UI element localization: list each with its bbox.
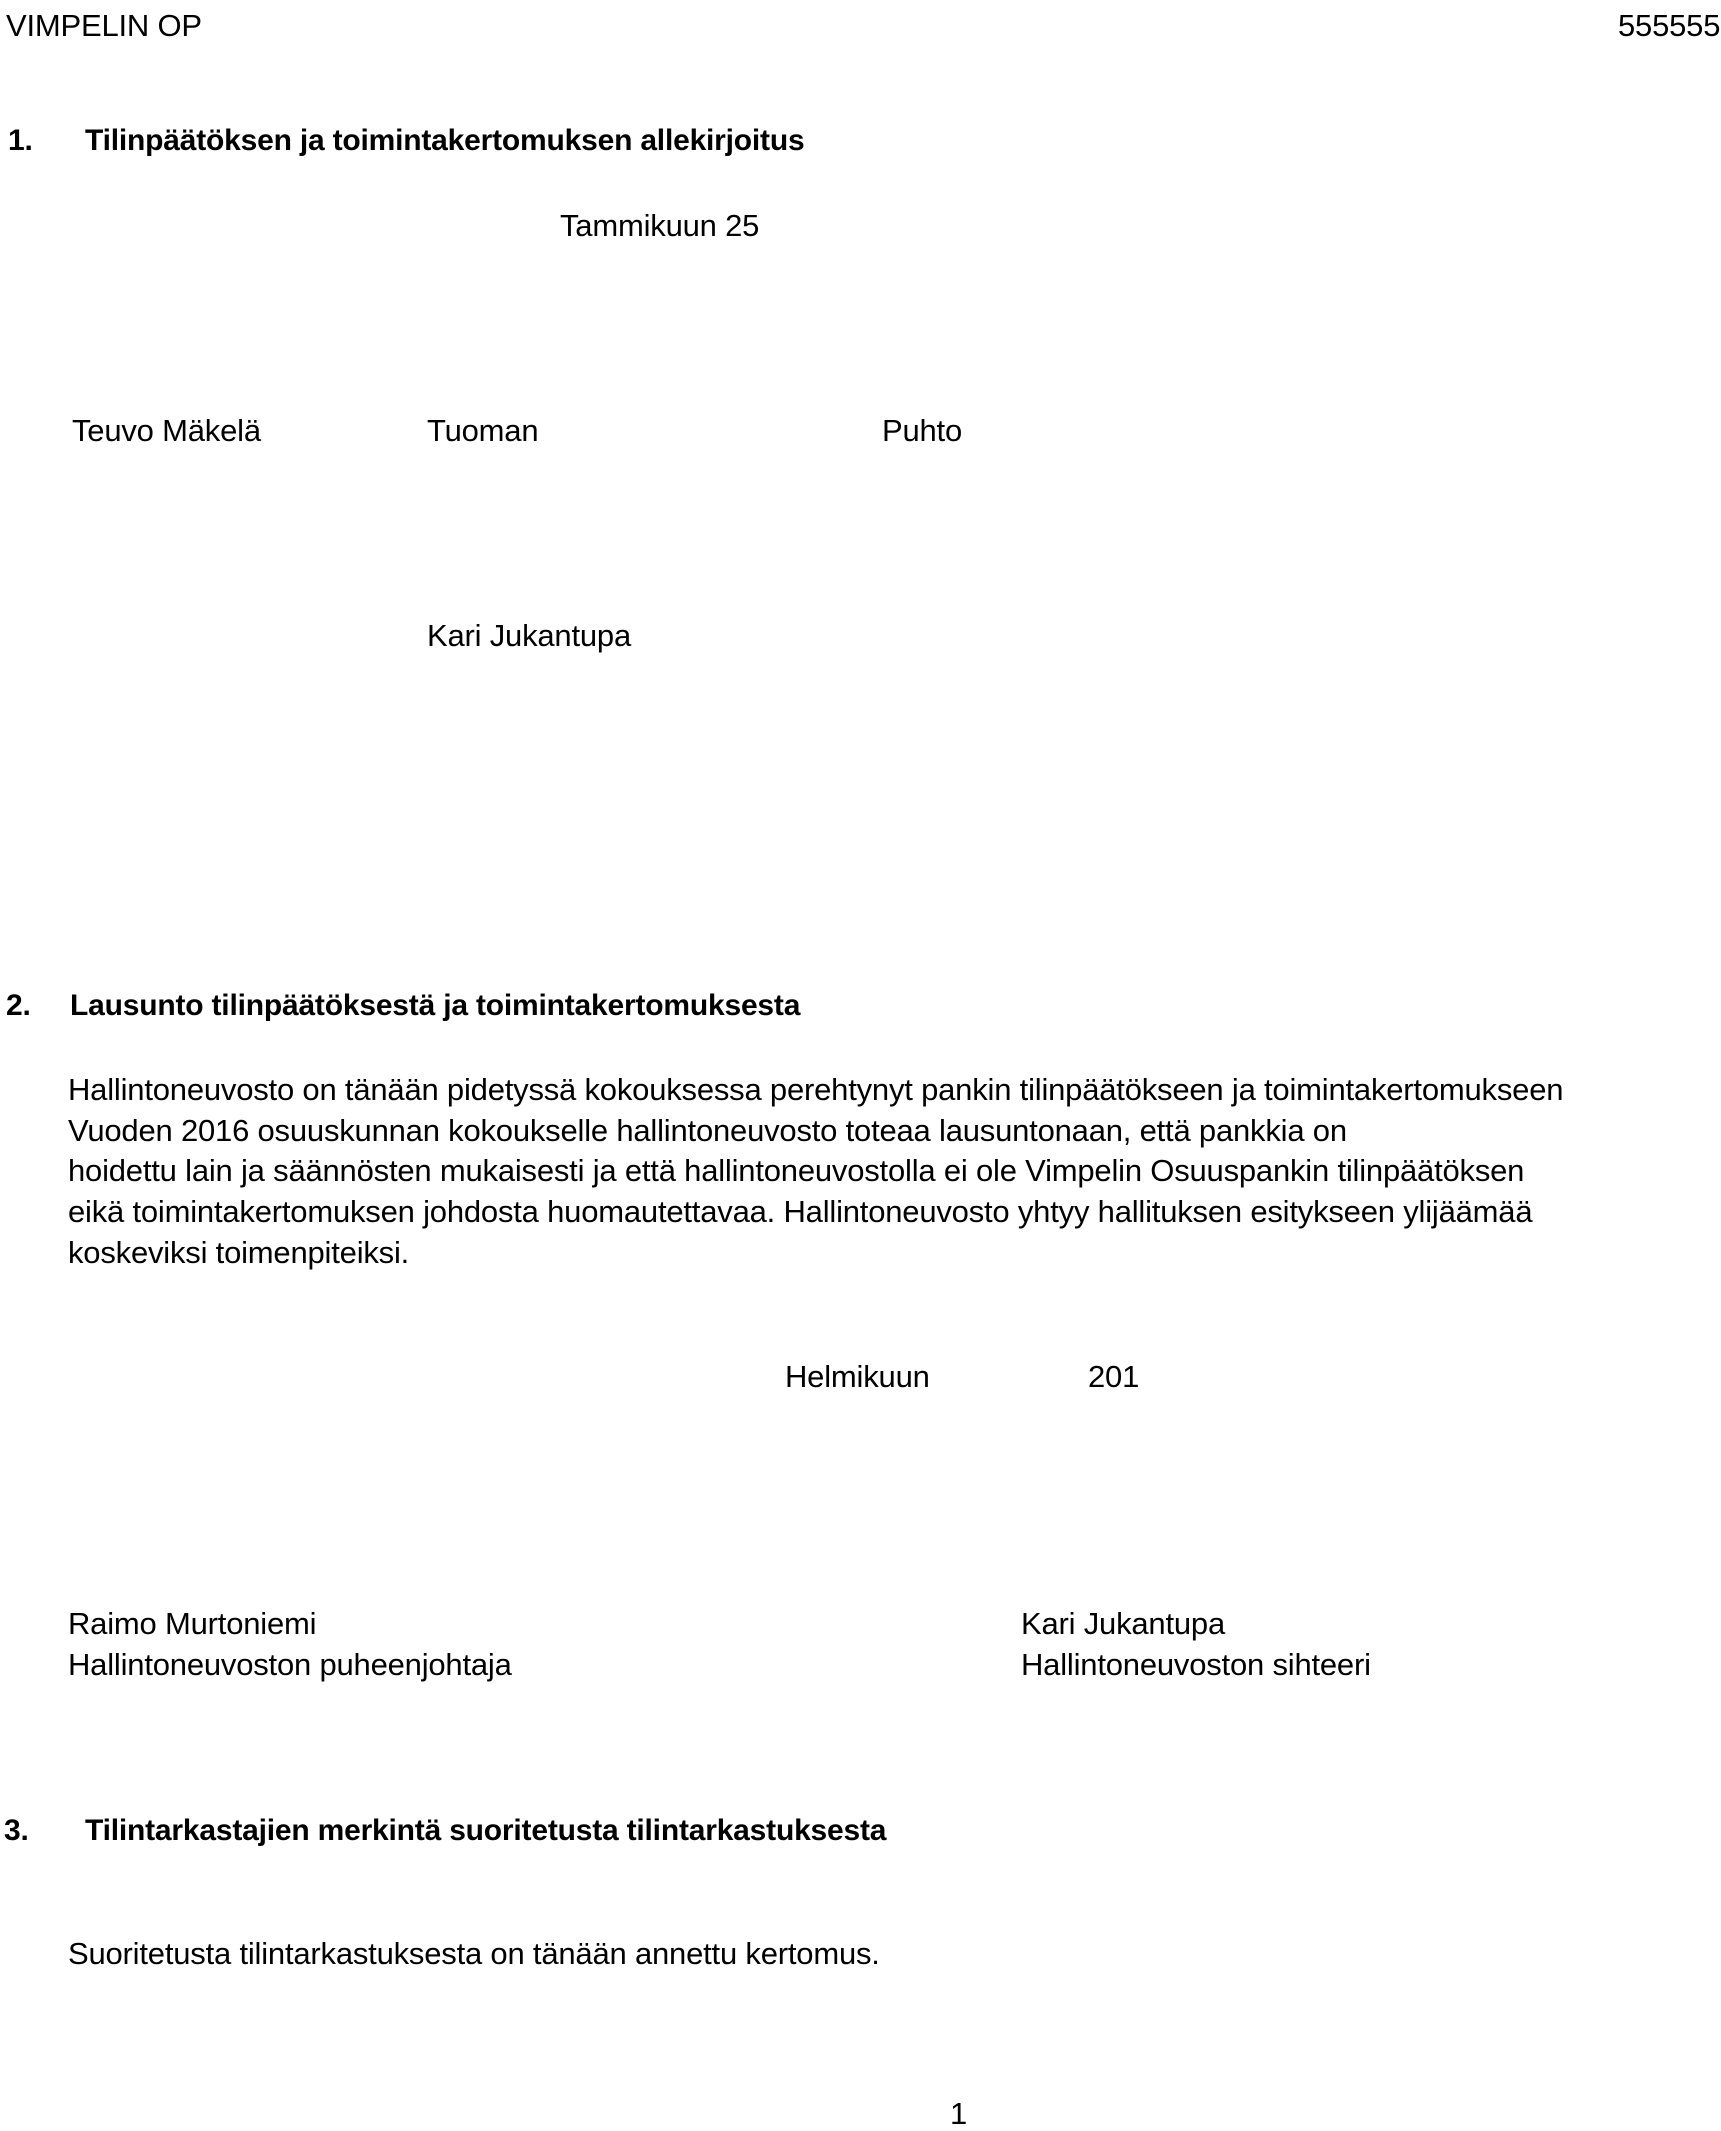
page-number: 1 xyxy=(950,2096,968,2131)
paragraph-line: eikä toimintakertomuksen johdosta huomautettavaa. Hallintoneuvosto yhtyy hallituksen esitykseen ylijäämää xyxy=(68,1194,1533,1230)
section2-date-year: 201 xyxy=(1088,1359,1140,1394)
right-signer-role: Hallintoneuvoston sihteeri xyxy=(1021,1647,1371,1682)
section3-title: Tilintarkastajien merkintä suoritetusta tilintarkastuksesta xyxy=(85,1814,887,1847)
signer-puhto: Puhto xyxy=(882,413,963,448)
signer-kari-jukantupa: Kari Jukantupa xyxy=(427,618,631,653)
section2-title: Lausunto tilinpäätöksestä ja toimintakertomuksesta xyxy=(70,989,801,1022)
signer-tuoman: Tuoman xyxy=(427,413,539,448)
section1-title: Tilinpäätöksen ja toimintakertomuksen allekirjoitus xyxy=(85,124,805,157)
right-signer-name: Kari Jukantupa xyxy=(1021,1606,1225,1641)
paragraph-line: koskeviksi toimenpiteiksi. xyxy=(68,1234,410,1270)
signer-teuvo-makela: Teuvo Mäkelä xyxy=(72,413,261,448)
section1-number: 1. xyxy=(8,124,33,157)
section2-number: 2. xyxy=(6,989,31,1022)
paragraph-line: Hallintoneuvosto on tänään pidetyssä kokouksessa perehtynyt pankin tilinpäätökseen ja toimintakertomukseen xyxy=(68,1072,1564,1107)
section3-text: Suoritetusta tilintarkastuksesta on tänään annettu kertomus. xyxy=(68,1936,880,1971)
section1-date: Tammikuun 25 xyxy=(560,208,760,243)
paragraph-line: hoidettu lain ja säännösten mukaisesti ja että hallintoneuvostolla ei ole Vimpelin Osuuspankin tilinpäätöksen xyxy=(68,1153,1525,1189)
header-code: 555555 xyxy=(1618,8,1721,43)
header-org: VIMPELIN OP xyxy=(6,8,202,43)
left-signer-name: Raimo Murtoniemi xyxy=(68,1606,317,1641)
left-signer-role: Hallintoneuvoston puheenjohtaja xyxy=(68,1647,512,1682)
paragraph-line: Vuoden 2016 osuuskunnan kokoukselle hallintoneuvosto toteaa lausuntonaan, että pankkia on xyxy=(68,1112,1347,1148)
section2-date-month: Helmikuun xyxy=(785,1359,930,1394)
section2-paragraph xyxy=(68,1070,1668,1274)
section3-number: 3. xyxy=(4,1814,29,1847)
